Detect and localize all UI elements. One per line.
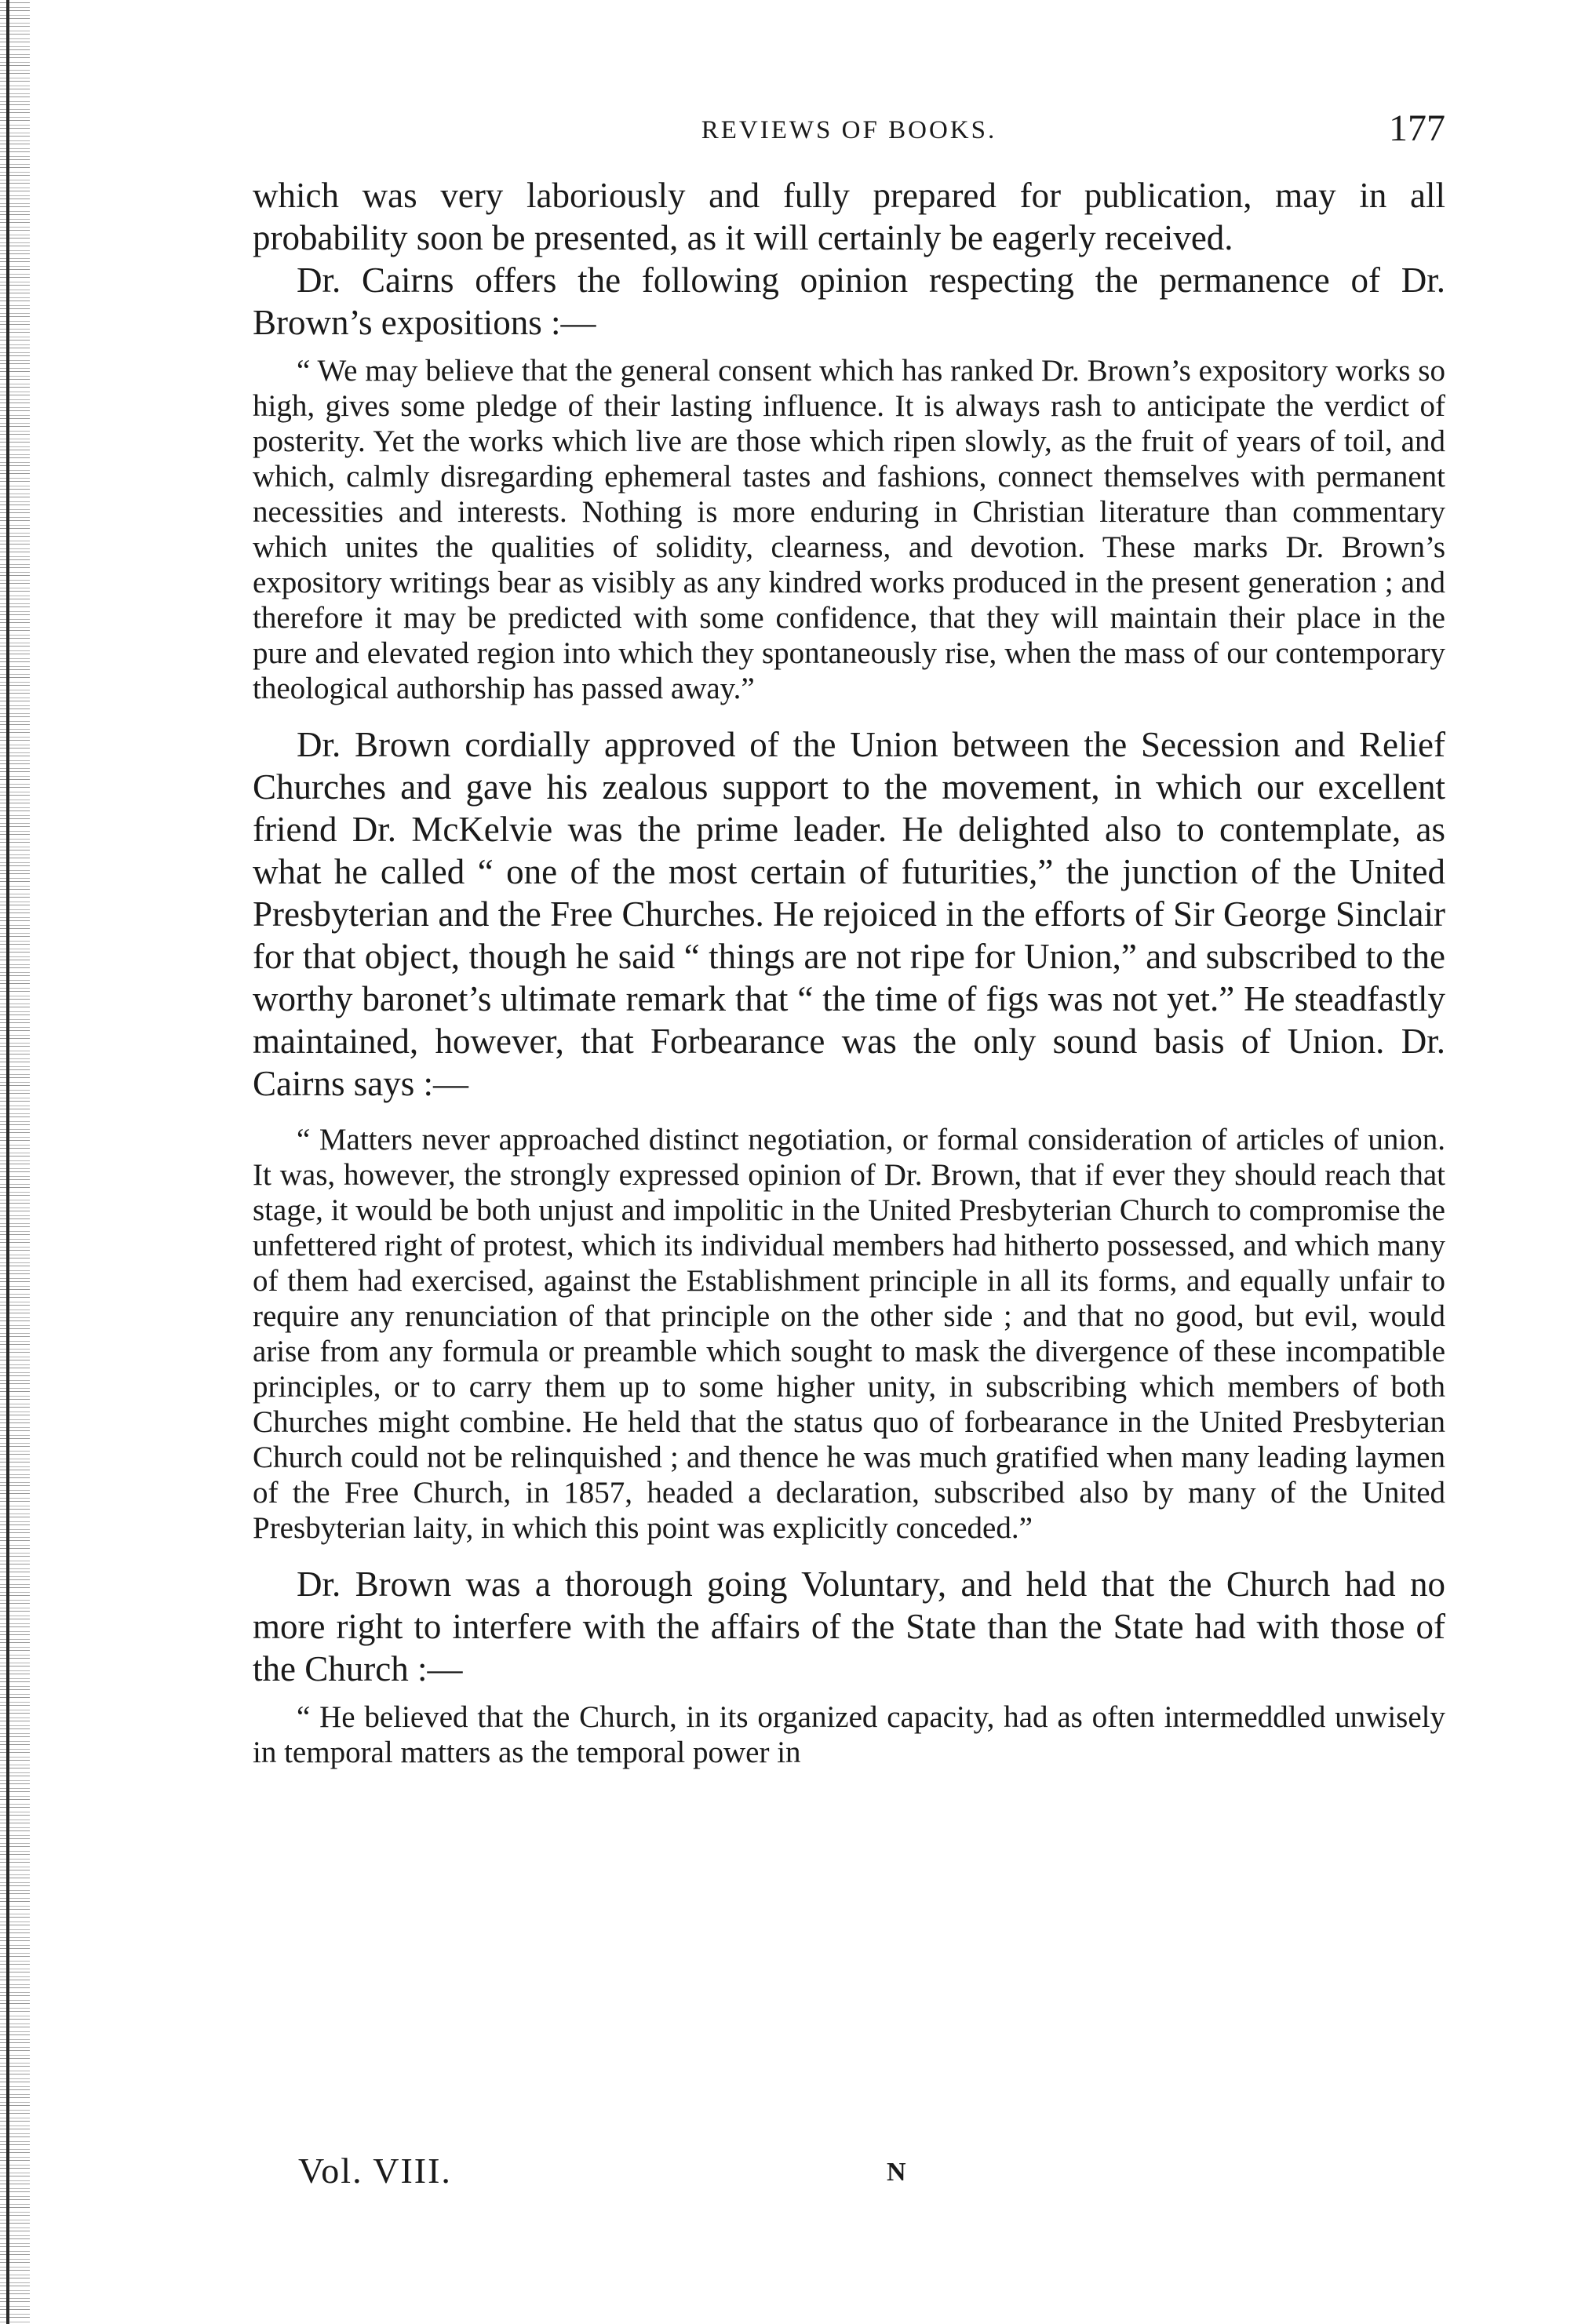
signature-mark: N xyxy=(887,2158,906,2187)
page-number: 177 xyxy=(1389,107,1445,149)
page-text xyxy=(253,174,1445,1770)
paragraph-continuation: which was very laboriously and fully prepared for publication, may in all probability soon be presented, as it will certainly be eagerly received. xyxy=(253,176,1445,257)
page-footer xyxy=(298,2150,1004,2197)
paragraph-voluntary: Dr. Brown was a thorough going Voluntary, and held that the Church had no more right to interfere with the affairs of the State than the State had with those of the Church :— xyxy=(253,1565,1445,1688)
page-binding-line xyxy=(6,0,9,2324)
page-header xyxy=(253,107,1445,154)
block-quote-negotiation: “ Matters never approached distinct negotiation, or formal consideration of articles of union. It was, however, the strongly expressed opinion of Dr. Brown, that if ever they should reach that stage, it would be both unjust and impolitic in the United Presbyterian Church to compromise the unfettered right of protest, which its individual members had hitherto possessed, and which many of them had exercised, against the Establishment principle in all its forms, and equally unfair to require any renunciation of that principle on the other side ; and that no good, but evil, would arise from any formula or preamble which sought to mask the divergence of these incompatible principles, or to carry them up to some higher unity, in subscribing which members of both Churches might combine. He held that the status quo of forbearance in the United Presbyterian Church could not be relinquished ; and thence he was much gratified when many leading laymen of the Free Church, in 1857, headed a declaration, subscribed also by many of the United Presbyterian laity, in which this point was explicitly conceded.” xyxy=(253,1123,1445,1545)
page-binding-edge xyxy=(0,0,30,2324)
block-quote-church: “ He believed that the Church, in its organized capacity, had as often intermeddled unwisely in temporal matters as the temporal power in xyxy=(253,1700,1445,1769)
paragraph-union: Dr. Brown cordially approved of the Union between the Secession and Relief Churches and gave his zealous support to the movement, in which our excellent friend Dr. McKelvie was the prime leader. He delighted also to contemplate, as what he called “ one of the most certain of futurities,” the junction of the United Presbyterian and the Free Churches. He rejoiced in the efforts of Sir George Sinclair for that object, though he said “ things are not ripe for Union,” and subscribed to the worthy baronet’s ultimate remark that “ the time of figs was not yet.” He steadfastly maintained, however, that Forbearance was the only sound basis of Union. Dr. Cairns says :— xyxy=(253,725,1445,1103)
volume-number: Vol. VIII. xyxy=(298,2151,452,2191)
paragraph-cairns-opinion: Dr. Cairns offers the following opinion respecting the permanence of Dr. Brown’s expositions :— xyxy=(253,260,1445,342)
block-quote-permanence: “ We may believe that the general consent which has ranked Dr. Brown’s expository works so high, gives some pledge of their lasting influence. It is always rash to anticipate the verdict of posterity. Yet the works which live are those which ripen slowly, as the fruit of years of toil, and which, calmly disregarding ephemeral tastes and fashions, connect themselves with permanent necessities and interests. Nothing is more enduring in Christian literature than commentary which unites the qualities of solidity, clearness, and devotion. These marks Dr. Brown’s expository writings bear as visibly as any kindred works produced in the present generation ; and therefore it may be predicted with some confidence, that they will maintain their place in the pure and elevated region into which they spontaneously rise, when the mass of our contemporary theological authorship has passed away.” xyxy=(253,354,1445,705)
running-head: REVIEWS OF BOOKS. xyxy=(701,116,997,144)
